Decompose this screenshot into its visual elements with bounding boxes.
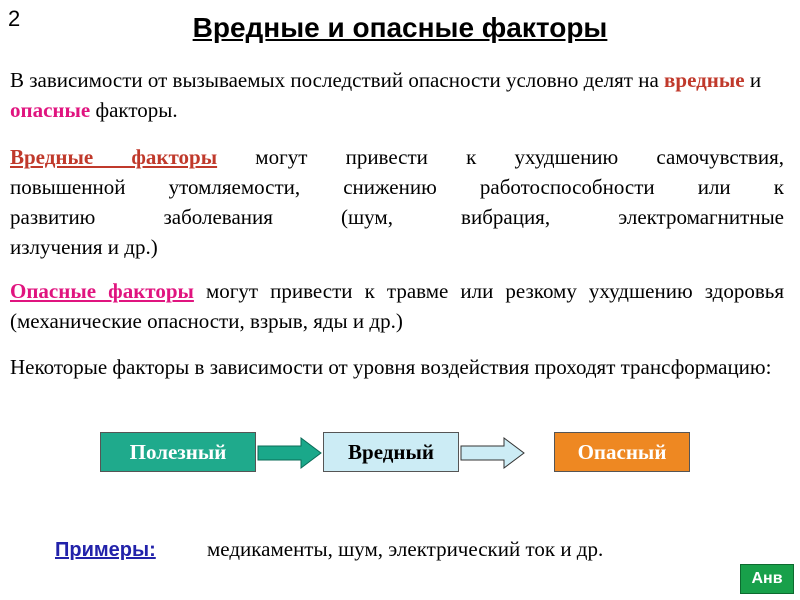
intro-and: и [744,68,762,92]
transformation-paragraph: Некоторые факторы в зависимости от уровня воздействия проходят трансформацию: [10,355,772,379]
examples-row [55,537,604,562]
flow-box-dangerous: Опасный [554,432,690,472]
harmful-line-4: излучения и др.) [10,235,158,259]
page-title: Вредные и опасные факторы [192,12,608,43]
harmful-line-2: повышенной утомляемости, снижению работоспособности или к [10,175,784,199]
arrow-right-outline-icon [460,437,526,469]
harmful-term: Вредные факторы [10,145,218,169]
intro-harmful-word: вредные [664,68,745,92]
examples-link[interactable]: Примеры: [55,539,156,561]
flow-box-harmful: Вредный [323,432,459,472]
dangerous-term: Опасные факторы [10,279,194,303]
dangerous-text: могут привести к травме или резкому ухудшению здоровья (механические опасности, взрыв, яды и др.) [10,279,784,333]
flow-box-useful: Полезный [100,432,256,472]
arrow-right-icon [257,437,323,469]
intro-text-end: факторы. [90,98,178,122]
dangerous-factors-paragraph [10,276,784,336]
harmful-line-1-text: могут привести к ухудшению самочувствия, [217,145,784,169]
nav-anv-button[interactable]: Анв [740,564,794,594]
examples-text: медикаменты, шум, электрический ток и др. [207,537,604,561]
harmful-line-1 [10,142,784,172]
slide-number: 2 [8,6,21,31]
harmful-factors-paragraph [10,142,784,262]
intro-paragraph [10,65,784,125]
intro-text-start: В зависимости от вызываемых последствий опасности условно делят на [10,68,665,92]
intro-dangerous-word: опасные [10,98,91,122]
harmful-line-3: развитию заболевания (шум, вибрация, электромагнитные [10,205,784,229]
